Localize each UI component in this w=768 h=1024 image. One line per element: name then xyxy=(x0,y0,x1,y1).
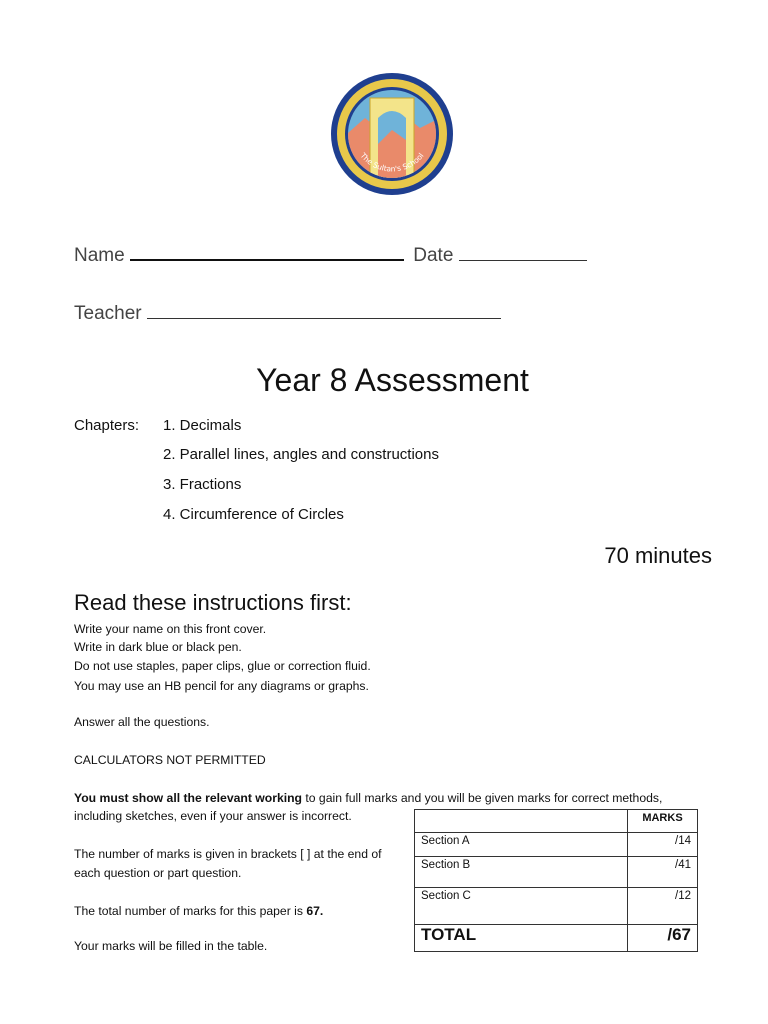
logo-text: The Sultan's School xyxy=(358,151,426,174)
section-label: Section A xyxy=(415,833,628,857)
name-field[interactable] xyxy=(130,257,404,261)
working-bold-text: You must show all the relevant working xyxy=(74,791,302,805)
chapter-item: 4. Circumference of Circles xyxy=(163,506,344,523)
date-label: Date xyxy=(413,245,454,266)
instructions-heading: Read these instructions first: xyxy=(74,590,352,615)
marks-table xyxy=(414,809,698,952)
chapter-item: 3. Fractions xyxy=(163,476,242,493)
table-row xyxy=(415,833,698,857)
total-marks: /67 xyxy=(628,925,698,952)
instruction-line: The number of marks is given in brackets [ ] at the end of xyxy=(74,847,382,861)
total-marks-instruction xyxy=(74,902,323,921)
section-label: Section B xyxy=(415,857,628,888)
instruction-line: Answer all the questions. xyxy=(74,715,210,729)
total-value-text: 67. xyxy=(306,904,324,918)
working-instruction xyxy=(74,789,662,808)
marks-header: MARKS xyxy=(628,810,698,833)
section-marks: /12 xyxy=(628,888,698,925)
section-marks: /41 xyxy=(628,857,698,888)
chapter-item: 2. Parallel lines, angles and constructions xyxy=(163,446,439,463)
chapters-label: Chapters: xyxy=(74,417,140,434)
instruction-line: including sketches, even if your answer is incorrect. xyxy=(74,809,352,823)
instruction-line: each question or part question. xyxy=(74,866,242,880)
section-marks: /14 xyxy=(628,833,698,857)
table-row xyxy=(415,888,698,925)
teacher-row xyxy=(74,303,501,325)
table-row xyxy=(415,857,698,888)
instruction-line: Your marks will be filled in the table. xyxy=(74,939,268,953)
table-row xyxy=(415,810,698,833)
total-prefix-text: The total number of marks for this paper is xyxy=(74,904,307,918)
school-logo xyxy=(330,70,454,198)
table-row xyxy=(415,925,698,952)
name-label: Name xyxy=(74,245,125,266)
instruction-line: Do not use staples, paper clips, glue or correction fluid. xyxy=(74,659,371,673)
date-field[interactable] xyxy=(459,258,587,261)
name-date-row xyxy=(74,245,587,267)
total-label: TOTAL xyxy=(415,925,628,952)
calculators-notice: CALCULATORS NOT PERMITTED xyxy=(74,753,266,767)
section-label: Section C xyxy=(415,888,628,925)
working-rest-text: to gain full marks and you will be given marks for correct methods, xyxy=(302,791,663,805)
duration: 70 minutes xyxy=(604,543,712,568)
table-header-blank xyxy=(415,810,628,833)
instruction-line: You may use an HB pencil for any diagrams or graphs. xyxy=(74,679,369,693)
page-title: Year 8 Assessment xyxy=(256,362,529,398)
instruction-line: Write in dark blue or black pen. xyxy=(74,640,242,654)
teacher-field[interactable] xyxy=(147,316,501,319)
instruction-line: Write your name on this front cover. xyxy=(74,622,267,636)
teacher-label: Teacher xyxy=(74,303,142,324)
chapter-item: 1. Decimals xyxy=(163,417,242,434)
